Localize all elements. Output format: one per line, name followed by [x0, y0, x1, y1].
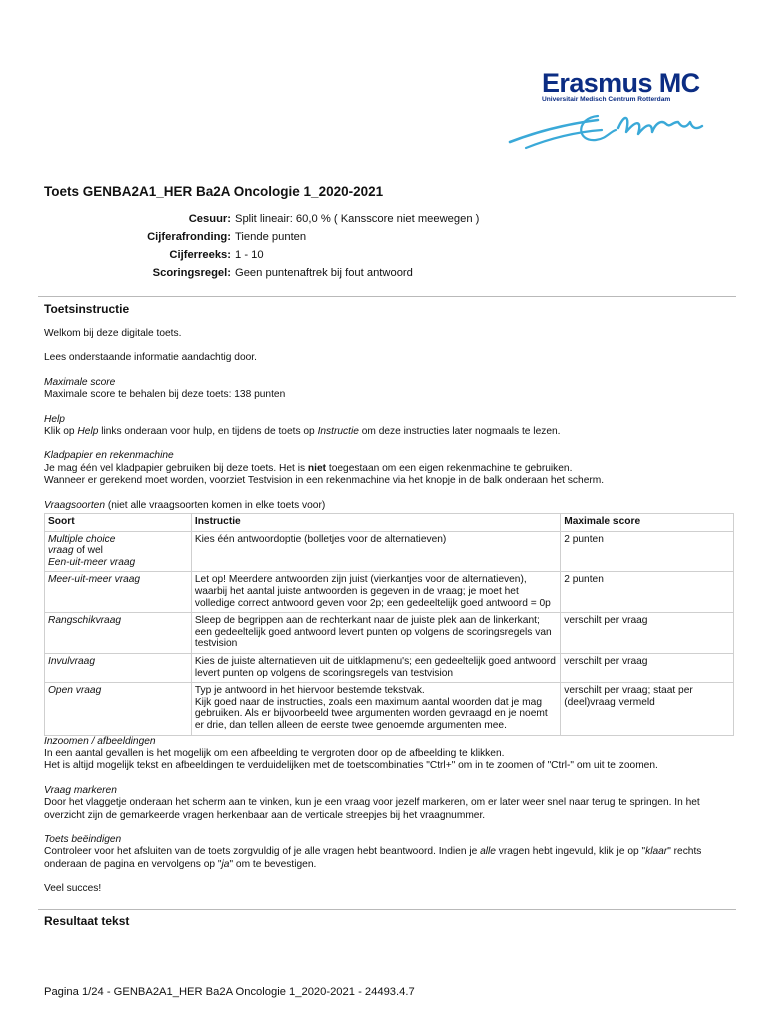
divider: [38, 909, 736, 910]
test-title: Toets GENBA2A1_HER Ba2A Oncologie 1_2020-2021: [44, 184, 384, 199]
table-header-row: [45, 514, 734, 532]
meta-row-cijferafronding: [44, 228, 479, 246]
table-header: Instructie: [191, 514, 560, 532]
test-meta: [44, 210, 479, 282]
score-cell: verschilt per vraag: [561, 613, 734, 654]
max-score-text: Maximale score te behalen bij deze toets: 138 punten: [44, 389, 286, 401]
kladpapier-title: Kladpapier en rekenmachine: [44, 450, 174, 462]
erasmus-mc-logo: [506, 66, 736, 156]
max-score-title: Maximale score: [44, 376, 116, 388]
instructie-link: Instructie: [317, 426, 359, 438]
vraagsoorten-table: [44, 513, 734, 736]
read-text: Lees onderstaande informatie aandachtig door.: [44, 352, 257, 364]
table-header: Maximale score: [561, 514, 734, 532]
instructie-cell: Kies de juiste alternatieven uit de uitklapmenu's; een gedeeltelijk goed antwoord levert punten op volgens de scoringsregels van testvision: [191, 654, 560, 683]
meta-row-cijferreeks: [44, 246, 479, 264]
inzoomen-line2: Het is altijd mogelijk tekst en afbeeldingen te verduidelijken met de toetscombinaties "Ctrl+" om in te zoomen of "Ctrl-" om uit te zoomen.: [44, 760, 658, 772]
section-heading-instruction: Toetsinstructie: [44, 302, 130, 316]
score-cell: 2 punten: [561, 531, 734, 572]
table-row: [45, 683, 734, 735]
meta-value: Split lineair: 60,0 % ( Kansscore niet meewegen ): [235, 213, 480, 225]
logo-wave-icon: [506, 102, 736, 154]
table-row: [45, 613, 734, 654]
meta-key: Cijferafronding:: [147, 231, 231, 243]
kladpapier-line1: Je mag één vel kladpapier gebruiken bij deze toets. Het is niet toegestaan om een eigen rekenmachine te gebruiken.: [44, 462, 573, 474]
meta-value: 1 - 10: [235, 249, 264, 261]
divider: [38, 296, 736, 297]
score-cell: 2 punten: [561, 572, 734, 613]
instructie-cell: Sleep de begrippen aan de rechterkant naar de juiste plek aan de linkerkant; een gedeeltelijk goed antwoord levert punten op volgens de scoringsregels van testvision: [191, 613, 560, 654]
soort-cell: Meer-uit-meer vraag: [45, 572, 192, 613]
help-link: Help: [77, 426, 99, 438]
logo-subtitle: Universitair Medisch Centrum Rotterdam: [542, 96, 671, 103]
closing-text: Veel succes!: [44, 883, 102, 895]
section-heading-result: Resultaat tekst: [44, 914, 130, 928]
instructie-cell: Kies één antwoordoptie (bolletjes voor de alternatieven): [191, 531, 560, 572]
meta-key: Scoringsregel:: [152, 267, 231, 279]
markeren-title: Vraag markeren: [44, 784, 117, 796]
score-cell: verschilt per vraag; staat per (deel)vraag vermeld: [561, 683, 734, 735]
meta-key: Cesuur:: [188, 213, 231, 225]
page-footer: Pagina 1/24 - GENBA2A1_HER Ba2A Oncologie 1_2020-2021 - 24493.4.7: [44, 986, 415, 998]
instructie-cell: Let op! Meerdere antwoorden zijn juist (vierkantjes voor de alternatieven), waarbij het aantal juiste antwoorden is gegeven in de vraag; je moet het volledige correct antwoord geven voor 2p; een gedeeltelijk goed antwoord = 0p: [191, 572, 560, 613]
markeren-text: Door het vlaggetje onderaan het scherm aan te vinken, kun je een vraag voor jezelf markeren, om er later weer snel naar terug te springen. In het overzicht zijn de gemarkeerde vragen herkenbaar aan de verticale streepjes bij het vraagnummer.: [44, 797, 700, 821]
soort-cell: Multiple choice vraag of wel Een-uit-meer vraag: [45, 531, 192, 572]
help-text: Klik op Help links onderaan voor hulp, en tijdens de toets op Instructie om deze instructies later nogmaals te lezen.: [44, 426, 561, 438]
vraagsoorten-title: Vraagsoorten (niet alle vraagsoorten komen in elke toets voor): [44, 499, 326, 511]
inzoomen-title: Inzoomen / afbeeldingen: [44, 735, 156, 747]
meta-row-cesuur: [44, 210, 479, 228]
soort-cell: Invulvraag: [45, 654, 192, 683]
help-title: Help: [44, 413, 65, 425]
inzoomen-line1: In een aantal gevallen is het mogelijk om een afbeelding te vergroten door op de afbeelding te klikken.: [44, 747, 505, 759]
logo-brand-text: Erasmus MC: [542, 68, 700, 98]
soort-cell: Open vraag: [45, 683, 192, 735]
meta-row-scoringsregel: [44, 264, 479, 282]
meta-value: Tiende punten: [235, 231, 307, 243]
score-cell: verschilt per vraag: [561, 654, 734, 683]
beeindigen-title: Toets beëindigen: [44, 834, 122, 845]
meta-key: Cijferreeks:: [169, 249, 231, 261]
meta-value: Geen puntenaftrek bij fout antwoord: [235, 267, 413, 279]
beeindigen-text: Controleer voor het afsluiten van de toets zorgvuldig of je alle vragen hebt beantwoord. Indien je alle vragen hebt ingevuld, klik je op "klaar" rechts onderaan de pagina en vervolgens op "ja" om te bevestigen.: [44, 846, 702, 870]
table-row: [45, 572, 734, 613]
table-header: Soort: [45, 514, 192, 532]
instructie-cell: Typ je antwoord in het hiervoor bestemde tekstvak. Kijk goed naar de instructies, zoals een maximum aantal woorden dat je mag gebruiken. Als er bijvoorbeeld twee argumenten worden gevraagd en je noemt er drie, dan tellen alleen de eerste twee genoemde argumenten mee.: [191, 683, 560, 735]
kladpapier-line2: Wanneer er gerekend moet worden, voorziet Testvision in een rekenmachine via het knopje in de balk onderaan het scherm.: [44, 475, 605, 487]
table-row: [45, 531, 734, 572]
soort-cell: Rangschikvraag: [45, 613, 192, 654]
instruction-content: [44, 328, 736, 896]
welcome-text: Welkom bij deze digitale toets.: [44, 328, 182, 339]
table-row: [45, 654, 734, 683]
